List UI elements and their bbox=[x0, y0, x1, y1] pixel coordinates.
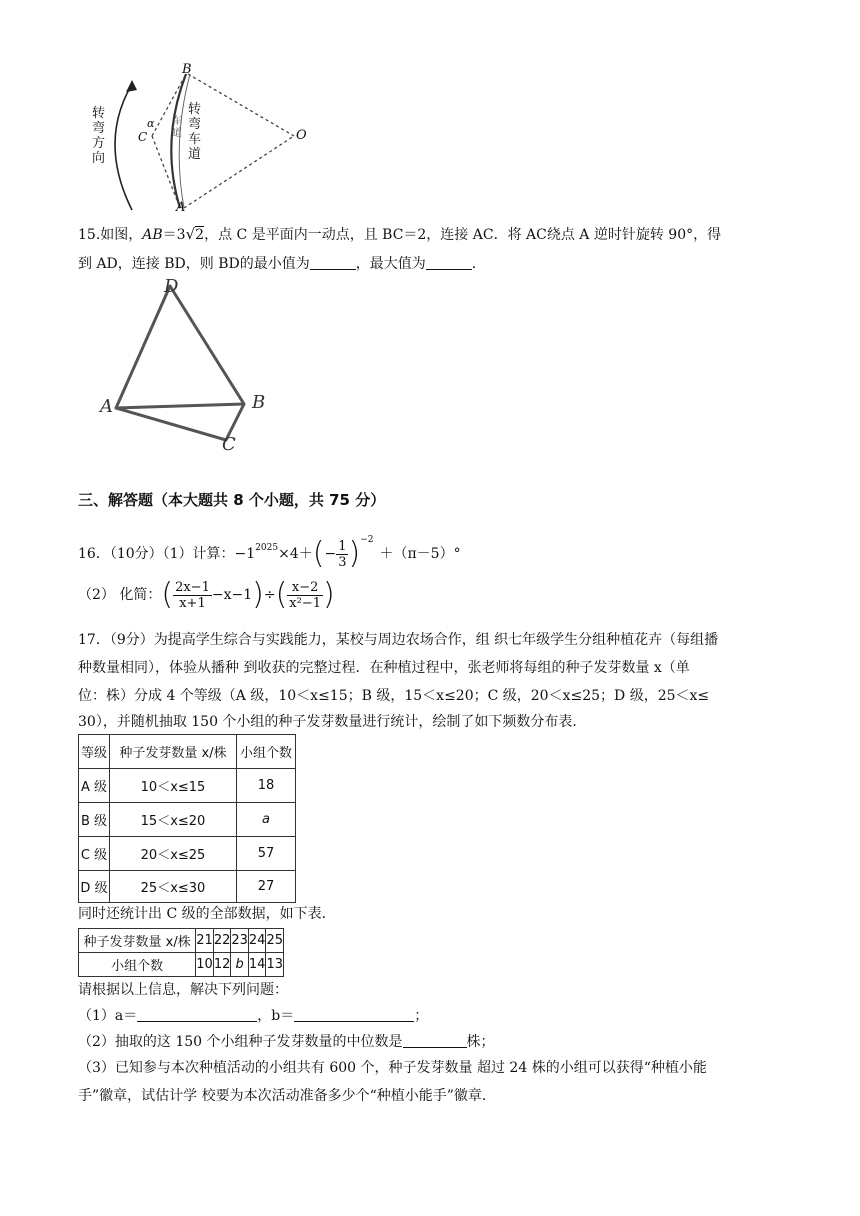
figure2-point-c: C bbox=[222, 434, 236, 455]
table-row: B 级 15＜x≤20 a bbox=[79, 803, 296, 837]
figure1-point-o: O bbox=[296, 128, 307, 143]
table-row: D 级 25＜x≤30 27 bbox=[79, 871, 296, 903]
table-row: A 级 10＜x≤15 18 bbox=[79, 769, 296, 803]
section-3-title: 三、解答题（本大题共 8 个小题，共 75 分） bbox=[78, 491, 386, 509]
frequency-table bbox=[78, 734, 296, 903]
figure1-point-b: B bbox=[182, 62, 192, 77]
table-row: 小组个数 10 12 b 14 13 bbox=[79, 953, 284, 977]
figure2-point-a: A bbox=[100, 396, 113, 417]
figure1-direction-label: 转弯方向 bbox=[92, 106, 106, 166]
q17-line3: 位：株）分成 4 个等级（A 级，10＜x≤15；B 级，15＜x≤20；C 级，20＜x≤25；D 级，25＜x≤ bbox=[78, 688, 710, 704]
figure1-point-c: C bbox=[138, 130, 148, 144]
table-row: 种子发芽数量 x/株 21 22 23 24 25 bbox=[79, 929, 284, 953]
q15-line1: 15.如图，AB＝3√2，点 C 是平面内一动点，且 BC＝2，连接 AC．将 AC绕点 A 逆时针旋转 90°，得 bbox=[78, 225, 722, 243]
q17-line4: 30），并随机抽取 150 个小组的种子发芽数量进行统计，绘制了如下频数分布表． bbox=[78, 714, 587, 730]
q17-part2: （2）抽取的这 150 个小组种子发芽数量的中位数是 株； bbox=[78, 1034, 495, 1050]
q17-part3-line1: （3）已知参与本次种植活动的小组共有 600 个，种子发芽数量 超过 24 株的小组可以获得“种植小能 bbox=[78, 1060, 707, 1076]
q16-part1: 16．（10分）（1）计算：$-1^{2025}\times 4+(-$ $\frac{1}{3}$ )$^{-2}$＋（π－5）° bbox=[78, 535, 461, 571]
q16-part2: （2） 化简：( $\frac{2x-1}{x+1}$ −x−1)÷( $\frac{x-2}{\text{x²−1}}$ ) bbox=[78, 577, 335, 612]
figure1-point-a: A bbox=[176, 200, 186, 215]
figure1-inner-label: 车道 bbox=[172, 116, 182, 139]
table-row: C 级 20＜x≤25 57 bbox=[79, 837, 296, 871]
q17-prompt: 请根据以上信息，解决下列问题： bbox=[78, 982, 288, 998]
q17-line1: 17．（9分）为提高学生综合与实践能力，某校与周边农场合作，组 织七年级学生分组种植花卉（每组播 bbox=[78, 632, 719, 648]
q17-after-table1: 同时还统计出 C 级的全部数据，如下表． bbox=[78, 906, 336, 922]
q15-line2: 到 AD，连接 BD，则 BD的最小值为 ，最大值为 ． bbox=[78, 256, 486, 272]
answer-blank-b[interactable] bbox=[294, 1007, 414, 1022]
table-header-row: 等级 种子发芽数量 x/株 小组个数 bbox=[79, 735, 296, 769]
triangle-figure bbox=[96, 276, 276, 458]
answer-blank-a[interactable] bbox=[137, 1007, 257, 1022]
answer-blank-median[interactable] bbox=[403, 1033, 467, 1048]
figure1-lane-label: 转弯车道 bbox=[188, 102, 202, 162]
q17-part1: （1）a＝ ，b＝ ； bbox=[78, 1008, 429, 1024]
figure2-point-b: B bbox=[252, 392, 266, 413]
q17-line2: 种数量相同），体验从播种 到收获的完整过程．在种植过程中，张老师将每组的种子发芽数量 x（单 bbox=[78, 660, 690, 676]
figure2-point-d: D bbox=[164, 276, 179, 297]
q17-part3-line2: 手”徽章，试估计学 校要为本次活动准备多少个“种植小能手”徽章． bbox=[78, 1088, 496, 1104]
c-level-table bbox=[78, 928, 284, 977]
figure1-angle: α bbox=[147, 117, 155, 130]
